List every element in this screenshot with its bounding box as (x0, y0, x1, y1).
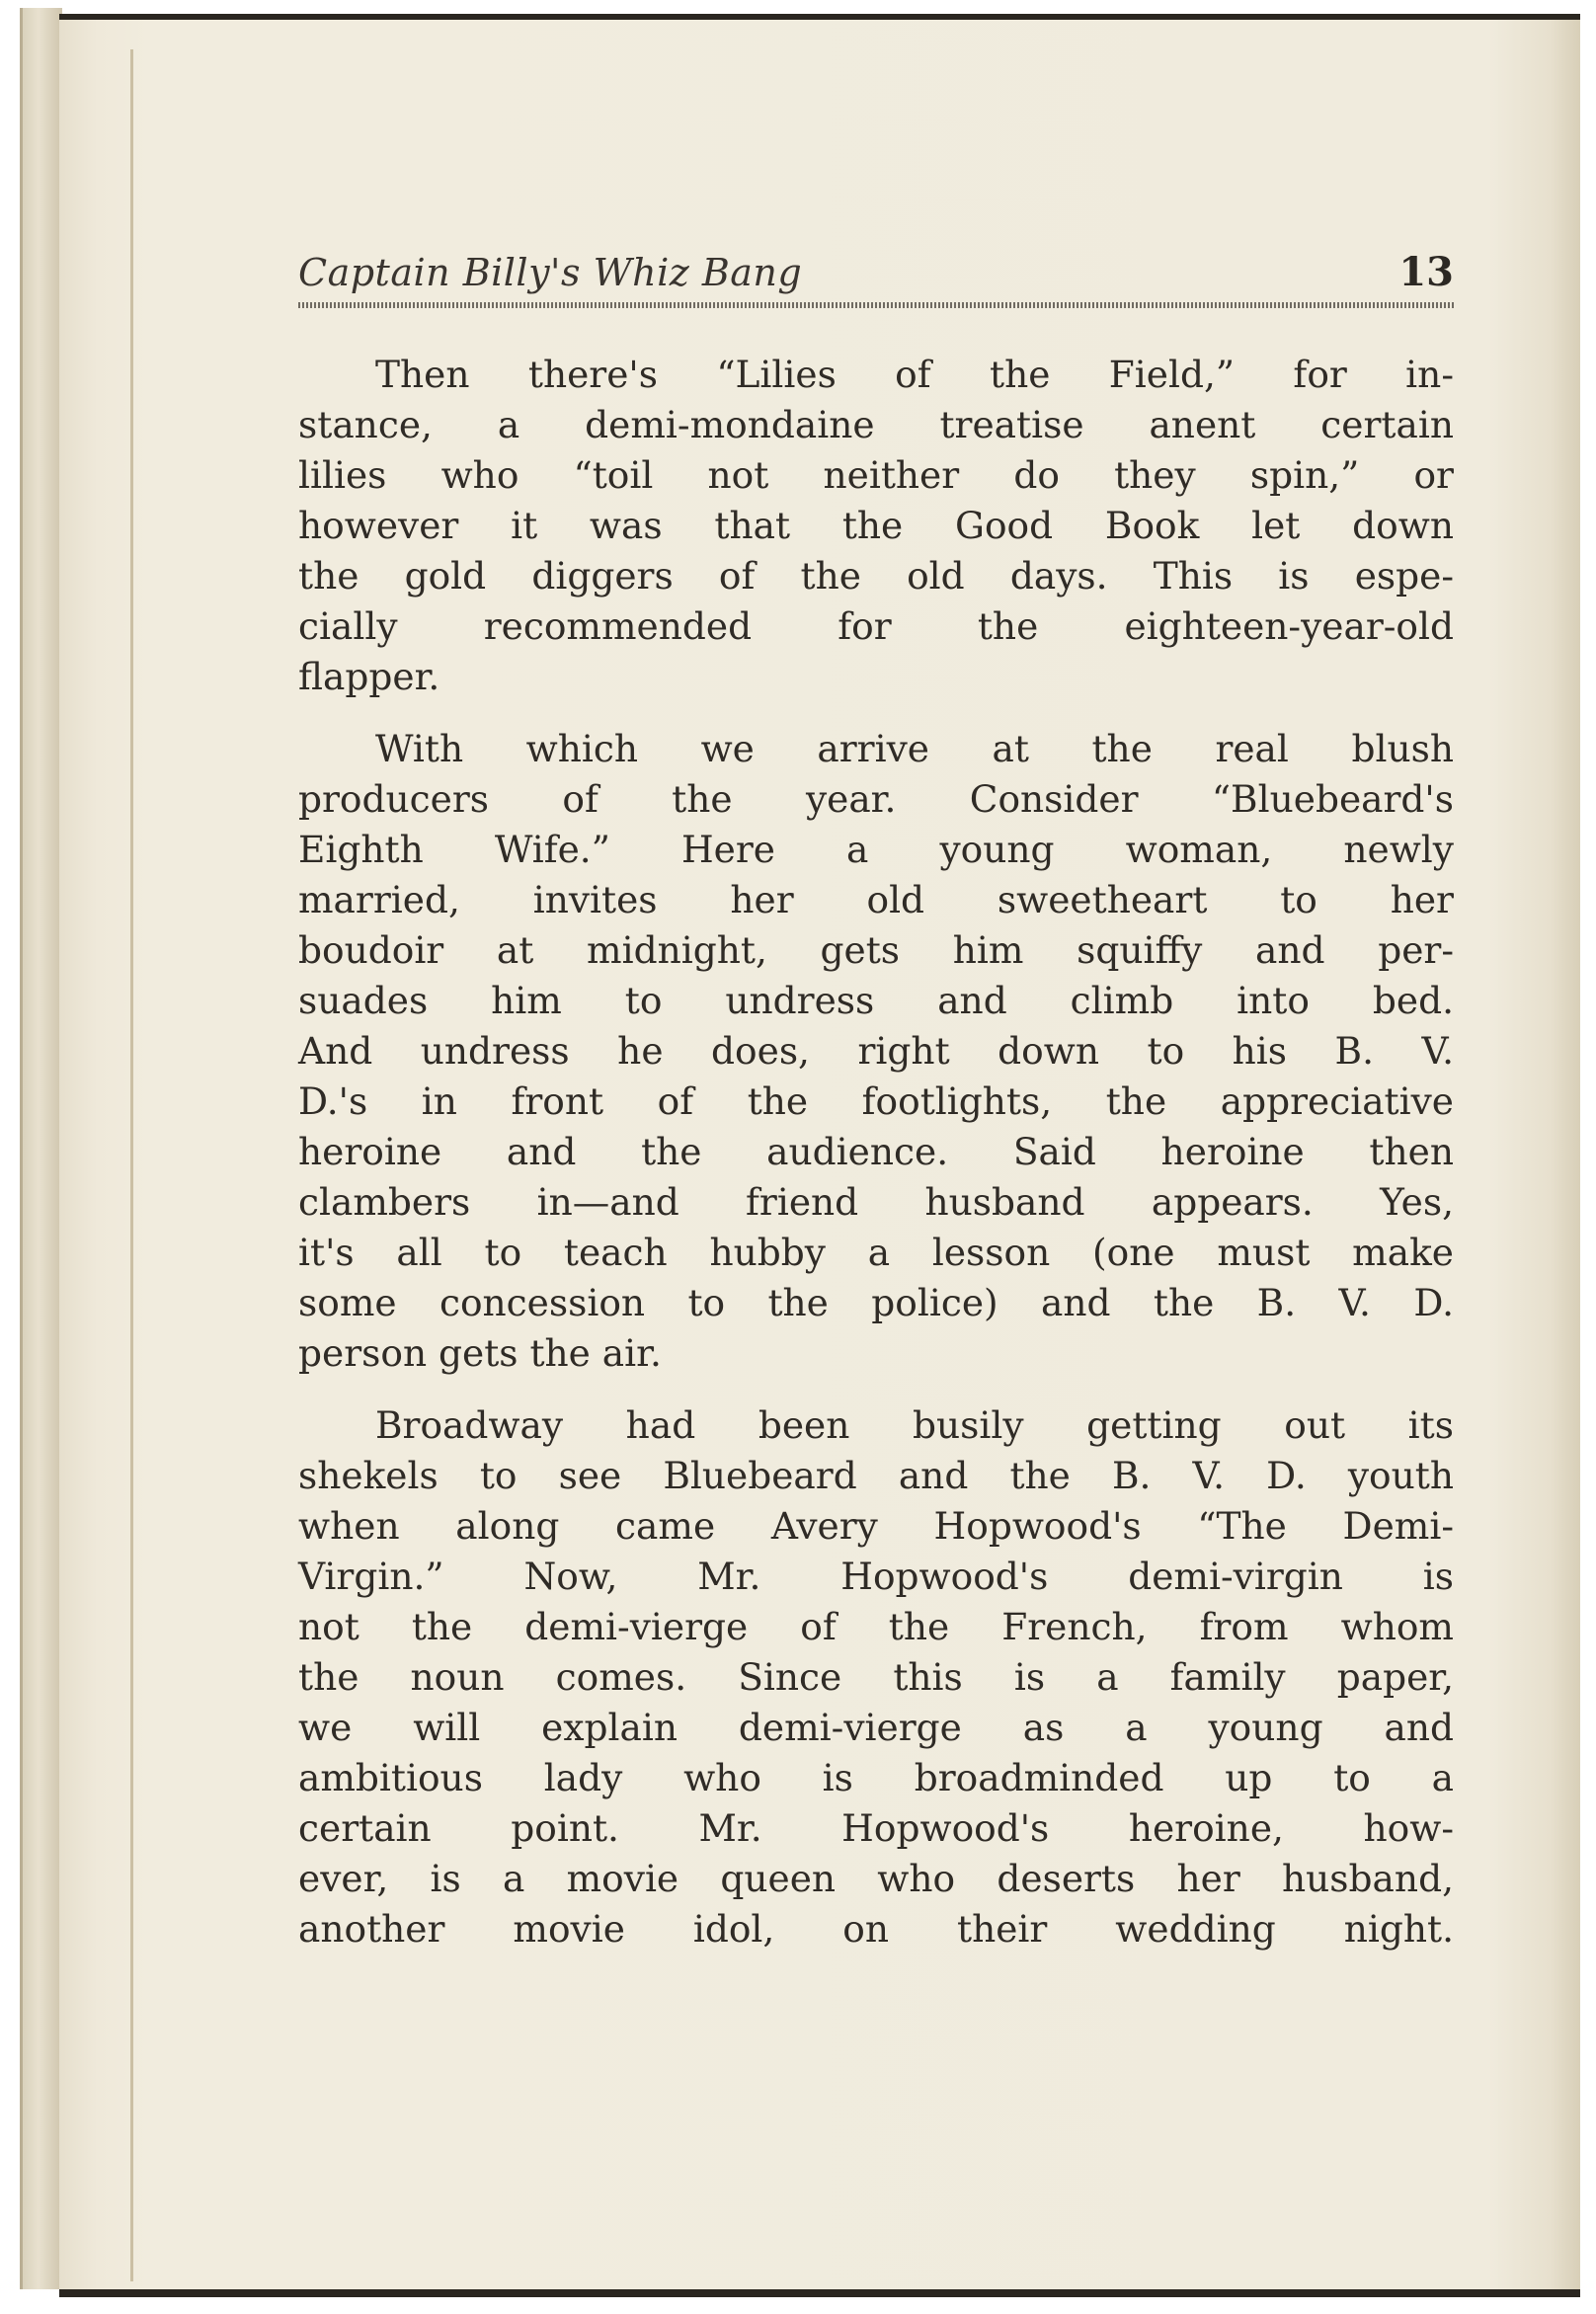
text-line: when along came Avery Hopwood's “The Demi- (298, 1504, 1454, 1548)
text-line: ever, is a movie queen who deserts her husband, (298, 1857, 1454, 1900)
text-line: clambers in—and friend husband appears. Yes, (298, 1180, 1454, 1224)
text-line: the gold diggers of the old days. This is espe- (298, 554, 1454, 598)
text-line: With which we arrive at the real blush (375, 727, 1454, 770)
page-number: 13 (1398, 249, 1454, 295)
text-line: it's all to teach hubby a lesson (one must make (298, 1231, 1454, 1274)
text-line: lilies who “toil not neither do they spin,” or (298, 453, 1454, 497)
text-line: not the demi-vierge of the French, from whom (298, 1605, 1454, 1648)
text-line: we will explain demi-vierge as a young and (298, 1706, 1454, 1749)
text-line: Virgin.” Now, Mr. Hopwood's demi-virgin is (298, 1555, 1454, 1598)
text-line: married, invites her old sweetheart to her (298, 878, 1454, 921)
text-line: some concession to the police) and the B. V. D. (298, 1281, 1454, 1324)
page-header (298, 247, 1454, 316)
text-line: boudoir at midnight, gets him squiffy and per- (298, 928, 1454, 972)
page-left-edge (20, 8, 62, 2289)
text-line: flapper. (298, 655, 440, 698)
text-line: person gets the air. (298, 1331, 662, 1375)
paragraph-2 (298, 724, 1454, 1379)
text-line: Broadway had been busily getting out its (375, 1403, 1454, 1447)
text-line: D.'s in front of the footlights, the appreciative (298, 1079, 1454, 1123)
text-line: another movie idol, on their wedding night. (298, 1907, 1454, 1951)
text-line: ambitious lady who is broadminded up to a (298, 1756, 1454, 1799)
paragraph-3 (298, 1400, 1454, 1955)
text-line: however it was that the Good Book let down (298, 504, 1454, 547)
text-line: And undress he does, right down to his B. V. (298, 1029, 1454, 1073)
text-line: Eighth Wife.” Here a young woman, newly (298, 828, 1454, 871)
text-line: producers of the year. Consider “Bluebeard's (298, 777, 1454, 821)
text-line: the noun comes. Since this is a family paper, (298, 1655, 1454, 1699)
body-text (298, 350, 1454, 1976)
text-line: stance, a demi-mondaine treatise anent certain (298, 403, 1454, 446)
text-line: Then there's “Lilies of the Field,” for in- (375, 353, 1454, 396)
text-line: cially recommended for the eighteen-year-old (298, 604, 1454, 648)
text-line: shekels to see Bluebeard and the B. V. D. youth (298, 1454, 1454, 1497)
text-line: suades him to undress and climb into bed. (298, 979, 1454, 1022)
text-line: certain point. Mr. Hopwood's heroine, how- (298, 1806, 1454, 1850)
header-rule (298, 302, 1454, 308)
text-line: heroine and the audience. Said heroine then (298, 1130, 1454, 1173)
running-title: Captain Billy's Whiz Bang (298, 251, 803, 294)
spine-crease (130, 49, 133, 2281)
paragraph-1 (298, 350, 1454, 702)
